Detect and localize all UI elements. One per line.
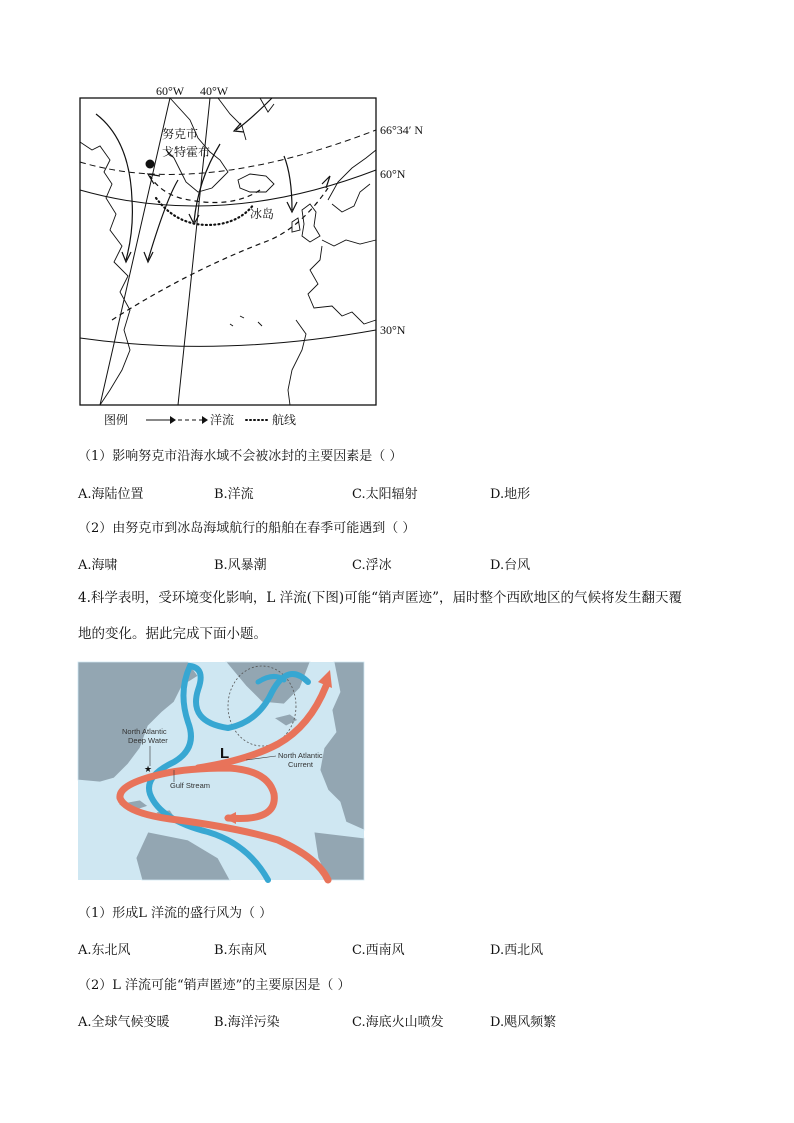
- legend-route-label: 航线: [272, 413, 297, 427]
- current-label-line2: Current: [288, 760, 314, 769]
- europe-coast: [308, 240, 376, 324]
- deep-water-label-line1: North Atlantic: [122, 727, 167, 736]
- start-point-star: ★: [144, 764, 153, 774]
- meridian-60w: [100, 98, 170, 405]
- scandinavia-coast: [328, 150, 376, 212]
- l-current-marker: L: [220, 745, 230, 762]
- lat-label-arctic: 66°34′ N: [380, 123, 424, 137]
- gulf-stream-map: [78, 662, 364, 880]
- q4-stem-line2: 地的变化。据此完成下面小题。: [78, 626, 267, 642]
- current-east-iceland: [284, 156, 292, 210]
- arctic-circle: [80, 130, 376, 174]
- legend-current-label: 洋流: [210, 413, 235, 427]
- current-arctic: [236, 98, 272, 130]
- q3-sub1-option-b[interactable]: B.洋流: [214, 487, 254, 502]
- q3-sub1-question: （1）影响努克市沿海水域不会被冰封的主要因素是（ ）: [78, 449, 403, 464]
- parallel-60n: [80, 170, 376, 206]
- q3-sub2-option-a[interactable]: A.海啸: [78, 558, 118, 573]
- current-labrador: [96, 114, 132, 260]
- q4-sub2-option-a[interactable]: A.全球气候变暖: [78, 1015, 170, 1030]
- north-atlantic-current-map: [70, 80, 424, 430]
- q4-stem-line1: 4.科学表明，受环境变化影响，L 洋流(下图)可能“销声匿迹”，届时整个西欧地区的气候将发生翻天覆: [78, 590, 682, 606]
- iceland-outline: [238, 174, 274, 192]
- q4-sub1-option-d[interactable]: D.西北风: [490, 943, 544, 958]
- lat-label-60n: 60°N: [380, 167, 406, 181]
- q3-sub1-option-c[interactable]: C.太阳辐射: [352, 487, 418, 502]
- city-name-line1: 努克市: [162, 127, 199, 141]
- q3-sub1-option-a[interactable]: A.海陆位置: [78, 487, 144, 502]
- current-west-greenland: [148, 180, 178, 260]
- lat-label-30n: 30°N: [380, 323, 406, 337]
- q4-sub2-option-d[interactable]: D.飓风频繁: [490, 1015, 557, 1030]
- lon-label-40w: 40°W: [200, 84, 229, 98]
- deep-water-label-line2: Deep Water: [128, 736, 168, 745]
- q4-stem: [78, 580, 718, 652]
- q4-sub2-option-c[interactable]: C.海底火山喷发: [352, 1015, 444, 1030]
- q3-sub2-option-d[interactable]: D.台风: [490, 558, 531, 573]
- q4-sub1-option-b[interactable]: B.东南风: [214, 943, 267, 958]
- q4-sub1-question: （1）形成L 洋流的盛行风为（ ）: [78, 906, 273, 921]
- q4-sub1-option-c[interactable]: C.西南风: [352, 943, 405, 958]
- q3-sub2-question: （2）由努克市到冰岛海域航行的船舶在春季可能遇到（ ）: [78, 521, 416, 536]
- q4-sub2-question: （2）L 洋流可能“销声匿迹”的主要原因是（ ）: [78, 978, 351, 993]
- q4-sub2-option-b[interactable]: B.海洋污染: [214, 1015, 280, 1030]
- current-label-line1: North Atlantic: [278, 751, 323, 760]
- map-legend: [104, 412, 296, 427]
- city-name-line2: 戈特霍布: [162, 145, 211, 159]
- map-frame: [80, 98, 376, 405]
- q3-sub2-option-c[interactable]: C.浮冰: [352, 558, 392, 573]
- q3-sub1-option-d[interactable]: D.地形: [490, 487, 531, 502]
- lon-label-60w: 60°W: [156, 84, 185, 98]
- north-america-coast: [80, 142, 130, 405]
- africa-coast: [288, 320, 306, 405]
- nuuk-city-dot: [146, 160, 155, 169]
- iceland-label: 冰岛: [250, 207, 275, 221]
- gulf-stream-label: Gulf Stream: [170, 781, 211, 790]
- q3-sub2-option-b[interactable]: B.风暴潮: [214, 558, 267, 573]
- legend-title: 图例: [104, 413, 129, 427]
- q4-sub1-option-a[interactable]: A.东北风: [78, 943, 131, 958]
